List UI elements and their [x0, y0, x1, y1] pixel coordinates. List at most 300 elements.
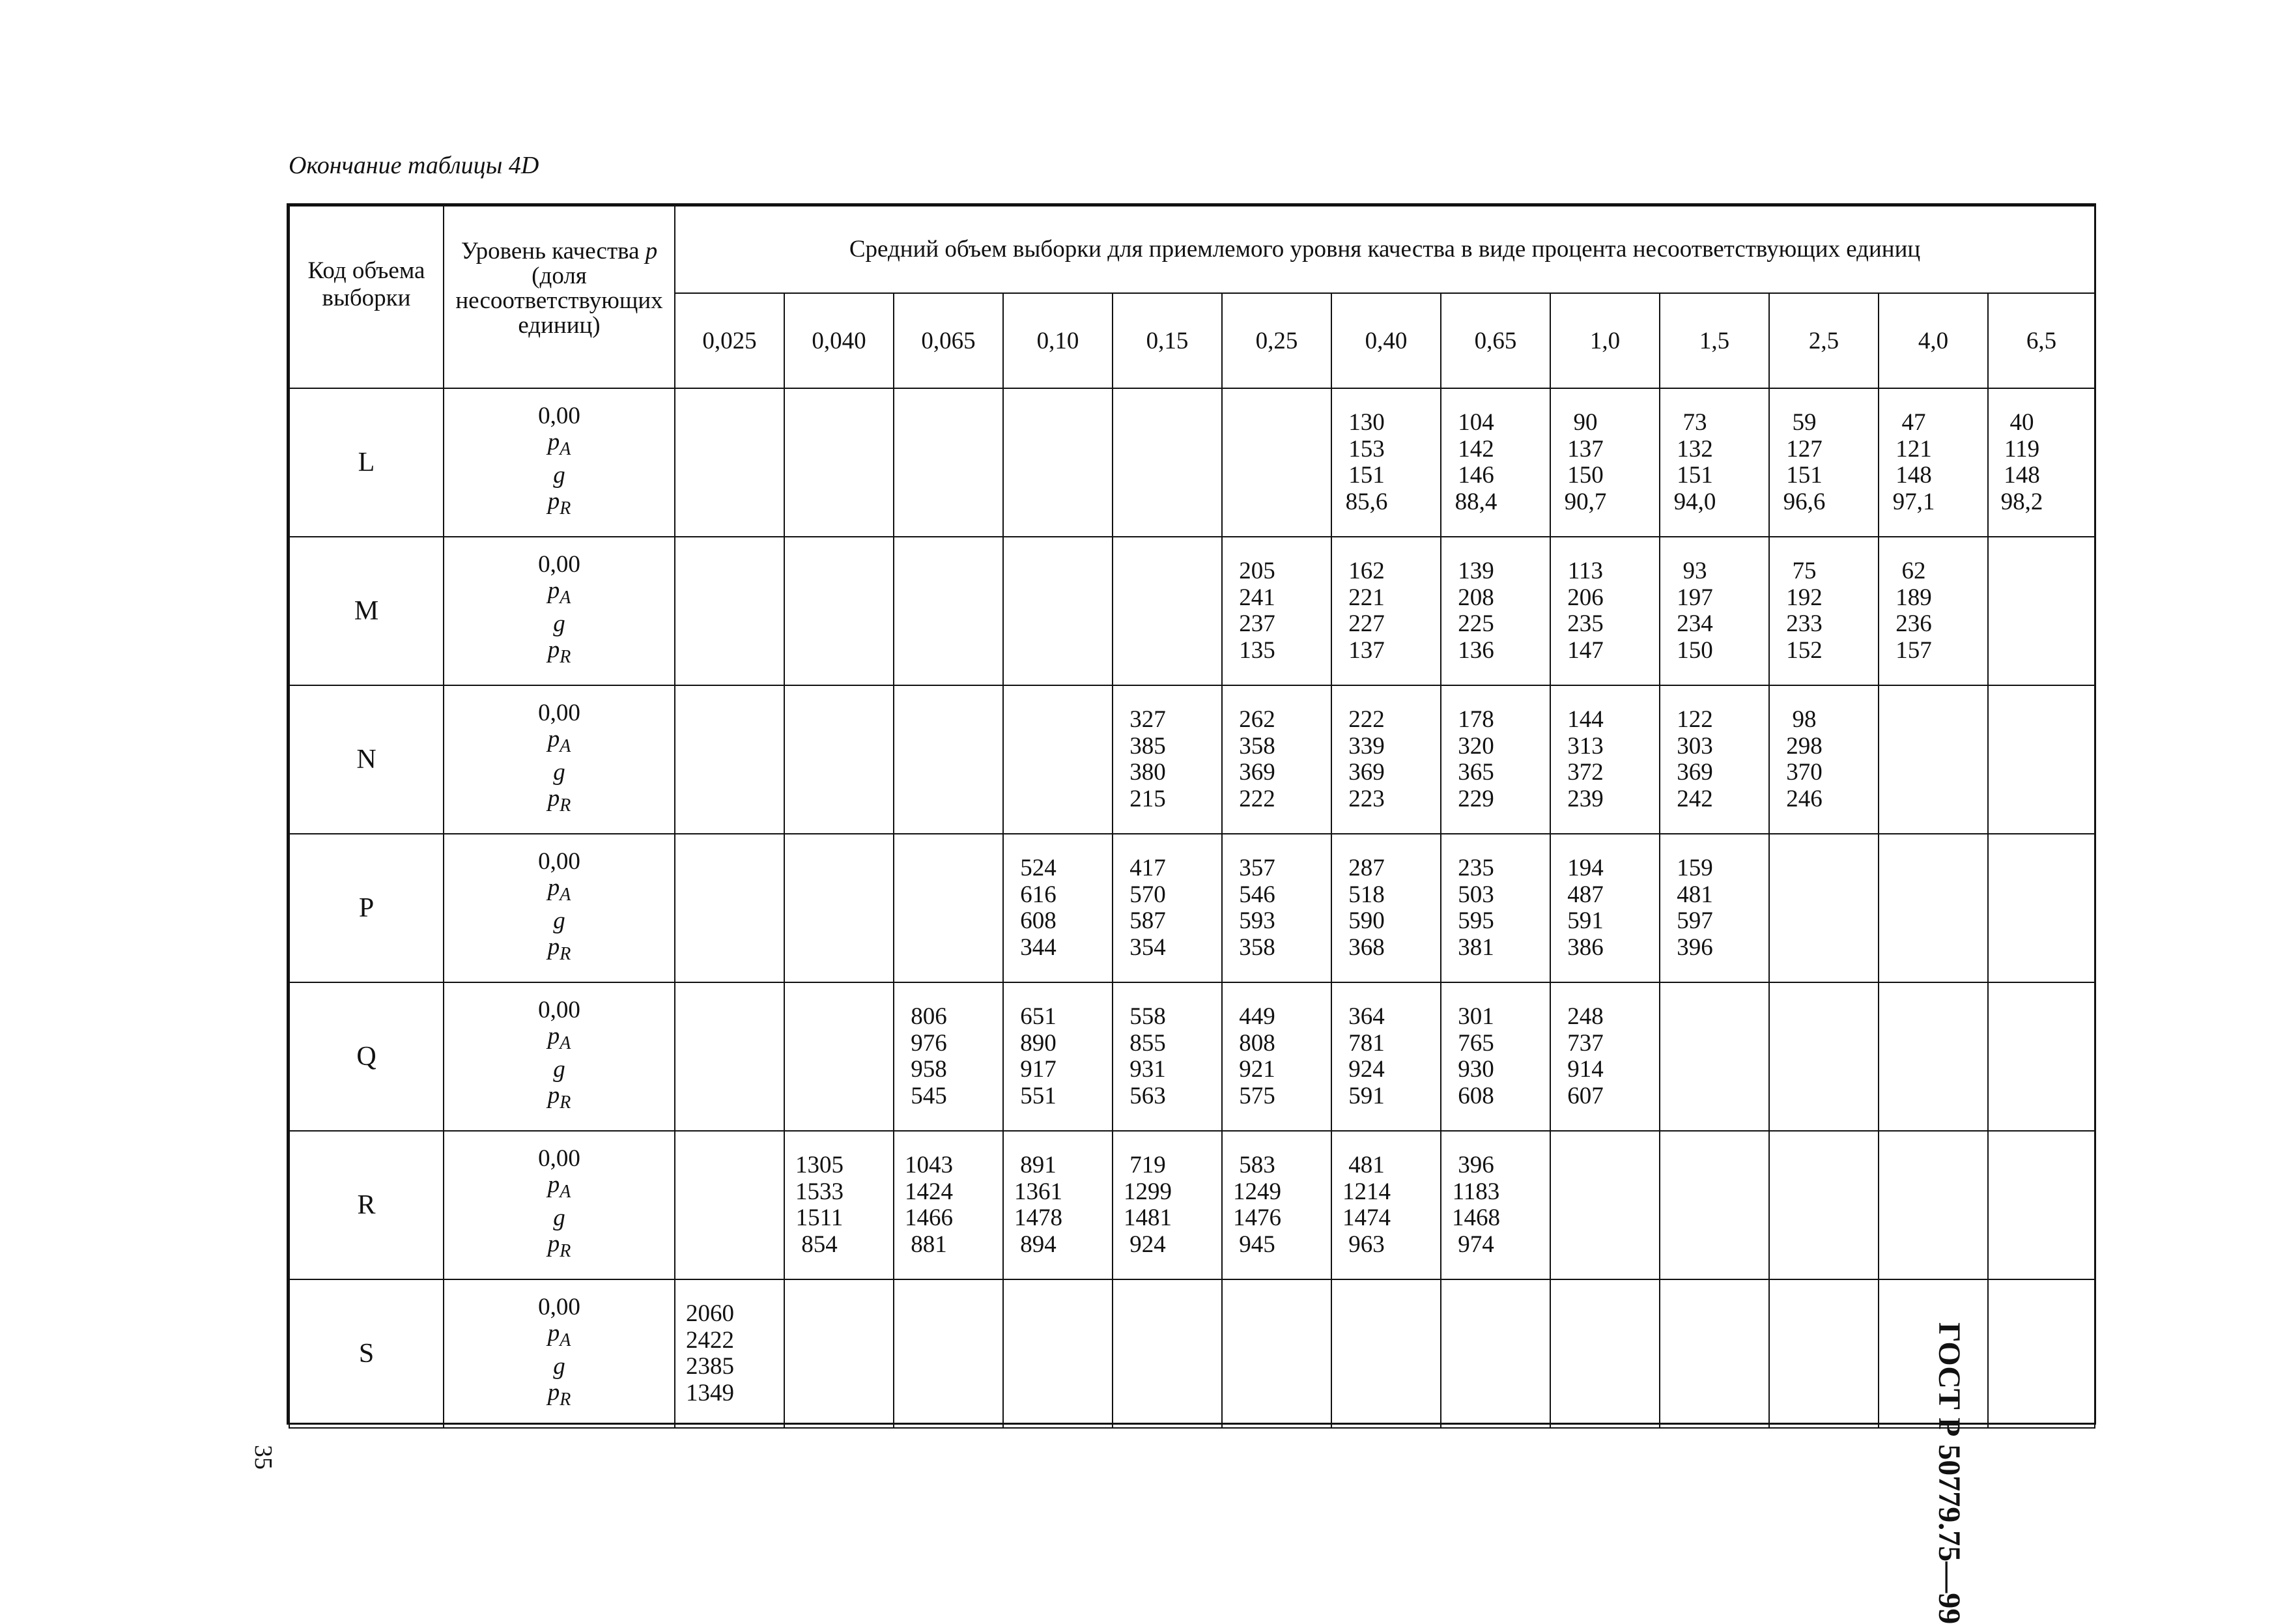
cell-value: 157 — [1895, 636, 1932, 664]
cell-value: 136 — [1458, 636, 1494, 664]
sample-size-code: M — [289, 537, 444, 685]
cell-value: 1476 — [1233, 1204, 1281, 1231]
level-pr-base: p — [547, 1082, 560, 1109]
cell-value — [675, 1031, 784, 1057]
cell-value: 152 — [1786, 636, 1823, 664]
cell-value — [894, 908, 1002, 935]
cell-value: 590 — [1348, 907, 1385, 934]
level-pr-sub: R — [560, 1092, 571, 1113]
value-cell — [1222, 537, 1331, 685]
table-row — [289, 982, 2095, 1131]
cell-value: 551 — [1020, 1082, 1057, 1109]
cell-value — [1551, 1354, 1659, 1380]
cell-value — [1332, 1301, 1440, 1328]
cell-value — [1989, 585, 2094, 612]
cell-value: 1043 — [905, 1152, 953, 1178]
cell-value — [1223, 436, 1331, 463]
cell-value: 234 — [1677, 610, 1713, 637]
level-pr — [444, 1231, 674, 1264]
cell-value — [1113, 410, 1221, 436]
cell-value: 206 — [1567, 584, 1604, 611]
cell-value — [1660, 1057, 1768, 1083]
cell-value — [1113, 1301, 1221, 1328]
cell-value — [1223, 1380, 1331, 1407]
cell-value — [1551, 1328, 1659, 1354]
cell-value: 591 — [1348, 1082, 1385, 1109]
cell-value: 135 — [1239, 636, 1275, 664]
cell-value: 575 — [1239, 1082, 1275, 1109]
level-pa-sub: A — [560, 1182, 571, 1202]
value-cell — [1003, 537, 1113, 685]
level-pa-base: p — [547, 577, 560, 604]
cell-value: 222 — [1239, 785, 1275, 812]
cell-value — [1989, 558, 2094, 585]
cell-value — [1660, 1179, 1768, 1206]
cell-value: 854 — [801, 1231, 838, 1258]
value-cell — [675, 834, 784, 982]
cell-value — [1113, 436, 1221, 463]
level-pr — [444, 934, 674, 967]
table-row — [289, 834, 2095, 982]
cell-value — [1770, 1328, 1878, 1354]
value-cell — [784, 834, 894, 982]
level-pr-sub: R — [560, 647, 571, 667]
cell-value: 1349 — [686, 1379, 734, 1406]
cell-value — [1332, 1380, 1440, 1407]
cell-value — [1113, 489, 1221, 516]
cell-value: 570 — [1129, 881, 1166, 908]
cell-value — [1989, 882, 2094, 909]
value-cell — [1550, 834, 1660, 982]
level-pa-sub: A — [560, 736, 571, 756]
cell-value: 396 — [1677, 933, 1713, 961]
cell-value — [1879, 786, 1987, 813]
cell-value: 2385 — [686, 1353, 734, 1380]
cell-value — [1989, 786, 2094, 813]
cell-value — [894, 1380, 1002, 1407]
cell-value — [1770, 855, 1878, 882]
cell-value: 339 — [1348, 732, 1385, 760]
cell-value — [675, 908, 784, 935]
cell-value: 144 — [1567, 706, 1604, 733]
cell-value — [785, 1083, 893, 1110]
value-cell — [1769, 388, 1879, 537]
cell-value — [1879, 908, 1987, 935]
cell-value: 139 — [1458, 558, 1494, 584]
cell-value — [675, 786, 784, 813]
cell-value — [785, 1301, 893, 1328]
cell-value: 1183 — [1452, 1178, 1500, 1205]
value-cell — [1879, 982, 1988, 1131]
level-pa — [444, 1320, 674, 1354]
cell-value — [894, 1354, 1002, 1380]
cell-value: 229 — [1458, 785, 1494, 812]
aql-header-cell: 0,025 — [675, 293, 784, 388]
cell-value: 146 — [1458, 462, 1494, 489]
cell-value: 958 — [911, 1056, 947, 1083]
cell-value: 262 — [1239, 706, 1275, 733]
cell-value — [1551, 1232, 1659, 1259]
cell-value: 90,7 — [1564, 488, 1607, 515]
cell-value — [1989, 1328, 2094, 1354]
cell-value — [1879, 935, 1987, 962]
cell-value — [675, 707, 784, 734]
cell-value: 354 — [1129, 933, 1166, 961]
aql-header-cell: 1,5 — [1660, 293, 1769, 388]
cell-value — [675, 1205, 784, 1232]
cell-value — [894, 935, 1002, 962]
value-cell — [1988, 982, 2095, 1131]
cell-value: 241 — [1239, 584, 1275, 611]
cell-value: 119 — [2004, 435, 2040, 463]
level-pa — [444, 726, 674, 760]
cell-value — [1770, 1179, 1878, 1206]
cell-value: 142 — [1458, 435, 1494, 463]
cell-value: 1305 — [795, 1152, 844, 1178]
cell-value — [785, 786, 893, 813]
cell-value: 1249 — [1233, 1178, 1281, 1205]
value-cell — [1660, 1131, 1769, 1279]
value-cell — [1441, 388, 1550, 537]
cell-value — [1989, 707, 2094, 734]
value-cell — [1222, 1131, 1331, 1279]
cell-value — [785, 855, 893, 882]
cell-value — [1879, 1232, 1987, 1259]
cell-value — [894, 707, 1002, 734]
value-cell — [1660, 982, 1769, 1131]
value-cell — [1331, 388, 1441, 537]
cell-value: 246 — [1786, 785, 1823, 812]
cell-value: 59 — [1792, 409, 1817, 436]
cell-value — [1989, 1380, 2094, 1407]
cell-value — [1551, 1179, 1659, 1206]
cell-value — [1770, 1380, 1878, 1407]
cell-value — [1879, 1057, 1987, 1083]
level-pa-sub: A — [560, 1033, 571, 1053]
level-zero: 0,00 — [538, 551, 580, 578]
cell-value: 235 — [1567, 610, 1604, 637]
level-zero: 0,00 — [538, 997, 580, 1023]
value-cell — [1331, 685, 1441, 834]
cell-value: 357 — [1239, 855, 1275, 881]
page-number: 35 — [249, 1445, 277, 1470]
value-cell — [1003, 982, 1113, 1131]
cell-value: 370 — [1786, 759, 1823, 786]
cell-value: 248 — [1567, 1003, 1604, 1030]
cell-value: 587 — [1129, 907, 1166, 934]
cell-value — [1223, 410, 1331, 436]
value-cell — [1331, 537, 1441, 685]
cell-value — [1879, 882, 1987, 909]
cell-value: 150 — [1677, 636, 1713, 664]
table-row — [289, 388, 2095, 537]
cell-value — [785, 1354, 893, 1380]
cell-value — [675, 1152, 784, 1179]
cell-value — [675, 1179, 784, 1206]
cell-value: 344 — [1020, 933, 1057, 961]
cell-value: 372 — [1567, 759, 1604, 786]
cell-value: 327 — [1129, 706, 1166, 733]
level-pa-sub: A — [560, 588, 571, 608]
cell-value: 381 — [1458, 933, 1494, 961]
cell-value: 396 — [1458, 1152, 1494, 1178]
cell-value — [1113, 1328, 1221, 1354]
cell-value: 481 — [1677, 881, 1713, 908]
value-cell — [1660, 685, 1769, 834]
cell-value — [785, 882, 893, 909]
level-pa — [444, 578, 674, 611]
cell-value — [675, 638, 784, 664]
value-cell — [1441, 685, 1550, 834]
cell-value: 227 — [1348, 610, 1385, 637]
cell-value: 765 — [1458, 1029, 1494, 1057]
cell-value — [1332, 1328, 1440, 1354]
cell-value — [785, 908, 893, 935]
value-cell — [1222, 388, 1331, 537]
cell-value — [894, 611, 1002, 638]
cell-value: 150 — [1567, 462, 1604, 489]
table-row — [289, 1131, 2095, 1279]
cell-value — [675, 1057, 784, 1083]
aql-header-cell: 0,065 — [894, 293, 1003, 388]
level-zero: 0,00 — [538, 1145, 580, 1172]
value-cell — [1769, 1131, 1879, 1279]
cell-value: 222 — [1348, 706, 1385, 733]
value-cell — [1769, 1279, 1879, 1428]
level-g: g — [553, 907, 565, 934]
cell-value: 147 — [1567, 636, 1604, 664]
cell-value — [1004, 760, 1112, 786]
value-cell — [1550, 1279, 1660, 1428]
value-cell — [1222, 834, 1331, 982]
cell-value — [1113, 463, 1221, 489]
level-pr-sub: R — [560, 1389, 571, 1410]
cell-value: 127 — [1786, 435, 1823, 463]
level-pr-base: p — [547, 488, 560, 515]
cell-value — [785, 1328, 893, 1354]
value-cell — [784, 537, 894, 685]
cell-value: 380 — [1129, 759, 1166, 786]
table-row — [289, 537, 2095, 685]
aql-header-cell: 4,0 — [1879, 293, 1988, 388]
level-pr — [444, 1083, 674, 1116]
cell-value — [675, 558, 784, 585]
cell-value — [675, 436, 784, 463]
level-pa-base: p — [547, 1023, 560, 1049]
cell-value — [1989, 1301, 2094, 1328]
value-cell — [1550, 982, 1660, 1131]
cell-value: 1466 — [905, 1204, 953, 1231]
cell-value: 151 — [1348, 462, 1385, 489]
level-pr — [444, 1380, 674, 1413]
value-cell — [1331, 834, 1441, 982]
cell-value — [675, 1083, 784, 1110]
cell-value — [785, 558, 893, 585]
standard-number: ГОСТ Р 50779.75—99 — [1932, 1322, 1966, 1624]
cell-value — [1004, 1354, 1112, 1380]
cell-value — [1989, 760, 2094, 786]
cell-value: 369 — [1677, 759, 1713, 786]
value-cell — [1113, 834, 1222, 982]
cell-value — [1223, 1354, 1331, 1380]
aql-header-cell: 0,15 — [1113, 293, 1222, 388]
cell-value: 358 — [1239, 732, 1275, 760]
cell-value: 369 — [1239, 759, 1275, 786]
value-cell — [1879, 1131, 1988, 1279]
cell-value — [1770, 1354, 1878, 1380]
cell-value: 122 — [1677, 706, 1713, 733]
cell-value: 235 — [1458, 855, 1494, 881]
cell-value — [1770, 1031, 1878, 1057]
cell-value: 90 — [1573, 409, 1598, 436]
cell-value: 558 — [1129, 1003, 1166, 1030]
value-cell — [1550, 537, 1660, 685]
cell-value: 208 — [1458, 584, 1494, 611]
cell-value — [1660, 1354, 1768, 1380]
cell-value: 47 — [1901, 409, 1926, 436]
cell-value — [1660, 1232, 1768, 1259]
level-pr-base: p — [547, 785, 560, 812]
cell-value — [894, 786, 1002, 813]
cell-value: 364 — [1348, 1003, 1385, 1030]
cell-value: 320 — [1458, 732, 1494, 760]
level-pa-sub: A — [560, 1330, 571, 1350]
cell-value: 808 — [1239, 1029, 1275, 1057]
value-cell — [1441, 537, 1550, 685]
cell-value — [1551, 1380, 1659, 1407]
cell-value: 1468 — [1452, 1204, 1500, 1231]
value-cell — [1113, 388, 1222, 537]
cell-value: 40 — [2009, 409, 2034, 436]
value-cell — [784, 982, 894, 1131]
cell-value — [785, 611, 893, 638]
cell-value — [894, 463, 1002, 489]
cell-value — [675, 760, 784, 786]
cell-value: 137 — [1567, 435, 1604, 463]
cell-value — [785, 760, 893, 786]
aql-header-cell: 1,0 — [1550, 293, 1660, 388]
value-cell — [894, 388, 1003, 537]
level-pr-base: p — [547, 1231, 560, 1257]
value-cell — [1550, 388, 1660, 537]
cell-value — [1660, 1380, 1768, 1407]
sample-size-code: R — [289, 1131, 444, 1279]
value-cell — [1003, 1279, 1113, 1428]
level-pr-sub: R — [560, 498, 571, 519]
value-cell — [1441, 1131, 1550, 1279]
level-g: g — [553, 759, 565, 786]
aql-header-cell: 0,040 — [784, 293, 894, 388]
cell-value — [785, 1057, 893, 1083]
cell-value — [1113, 585, 1221, 612]
sample-size-code: P — [289, 834, 444, 982]
sample-size-code: Q — [289, 982, 444, 1131]
cell-value: 303 — [1677, 732, 1713, 760]
cell-value: 73 — [1682, 409, 1707, 436]
value-cell — [1550, 685, 1660, 834]
value-cell — [1769, 685, 1879, 834]
cell-value: 1533 — [795, 1178, 844, 1205]
value-cell — [1988, 388, 2095, 537]
header-code: Код объема выборки — [289, 206, 444, 388]
quality-level-labels — [444, 685, 675, 834]
cell-value — [675, 585, 784, 612]
value-cell — [1879, 388, 1988, 537]
cell-value — [1989, 1232, 2094, 1259]
value-cell — [1988, 685, 2095, 834]
cell-value — [1223, 489, 1331, 516]
cell-value — [1004, 734, 1112, 760]
cell-value: 719 — [1129, 1152, 1166, 1178]
cell-value — [1113, 611, 1221, 638]
cell-value — [1660, 1031, 1768, 1057]
level-g: g — [553, 462, 565, 489]
cell-value — [1989, 638, 2094, 664]
cell-value: 151 — [1677, 462, 1713, 489]
cell-value — [1989, 935, 2094, 962]
value-cell — [1222, 1279, 1331, 1428]
value-cell — [1113, 1279, 1222, 1428]
cell-value — [1989, 1179, 2094, 1206]
value-cell — [1769, 834, 1879, 982]
value-cell — [1003, 685, 1113, 834]
cell-value — [1879, 1205, 1987, 1232]
cell-value — [1441, 1328, 1550, 1354]
level-pr-sub: R — [560, 795, 571, 816]
cell-value: 1511 — [795, 1204, 844, 1231]
cell-value: 237 — [1239, 610, 1275, 637]
cell-value: 591 — [1567, 907, 1604, 934]
cell-value: 313 — [1567, 732, 1604, 760]
cell-value — [1223, 463, 1331, 489]
cell-value: 924 — [1129, 1231, 1166, 1258]
cell-value — [785, 410, 893, 436]
cell-value — [1004, 786, 1112, 813]
cell-value — [1770, 1301, 1878, 1328]
value-cell — [1222, 982, 1331, 1131]
aql-header-cell: 0,25 — [1222, 293, 1331, 388]
cell-value: 737 — [1567, 1029, 1604, 1057]
header-level — [444, 206, 675, 388]
cell-value — [675, 935, 784, 962]
cell-value: 1478 — [1014, 1204, 1062, 1231]
cell-value: 223 — [1348, 785, 1385, 812]
value-cell — [1879, 537, 1988, 685]
cell-value — [1113, 1354, 1221, 1380]
header-level-post: (доля несоответствующих единиц) — [455, 263, 663, 339]
cell-value: 976 — [911, 1029, 947, 1057]
cell-value: 963 — [1348, 1231, 1385, 1258]
cell-value: 545 — [911, 1082, 947, 1109]
cell-value — [1004, 463, 1112, 489]
cell-value — [1770, 1232, 1878, 1259]
cell-value: 1214 — [1342, 1178, 1391, 1205]
level-pa-sub: A — [560, 439, 571, 459]
aql-header-cell: 2,5 — [1769, 293, 1879, 388]
level-pa-base: p — [547, 726, 560, 752]
value-cell — [1988, 1279, 2095, 1428]
aql-header-cell: 6,5 — [1988, 293, 2095, 388]
quality-level-labels — [444, 834, 675, 982]
cell-value: 197 — [1677, 584, 1713, 611]
value-cell — [894, 834, 1003, 982]
value-cell — [1331, 1131, 1441, 1279]
cell-value: 189 — [1895, 584, 1932, 611]
aql-header-cell: 0,65 — [1441, 293, 1550, 388]
value-cell — [1003, 388, 1113, 537]
level-g: g — [553, 1353, 565, 1380]
cell-value — [675, 410, 784, 436]
